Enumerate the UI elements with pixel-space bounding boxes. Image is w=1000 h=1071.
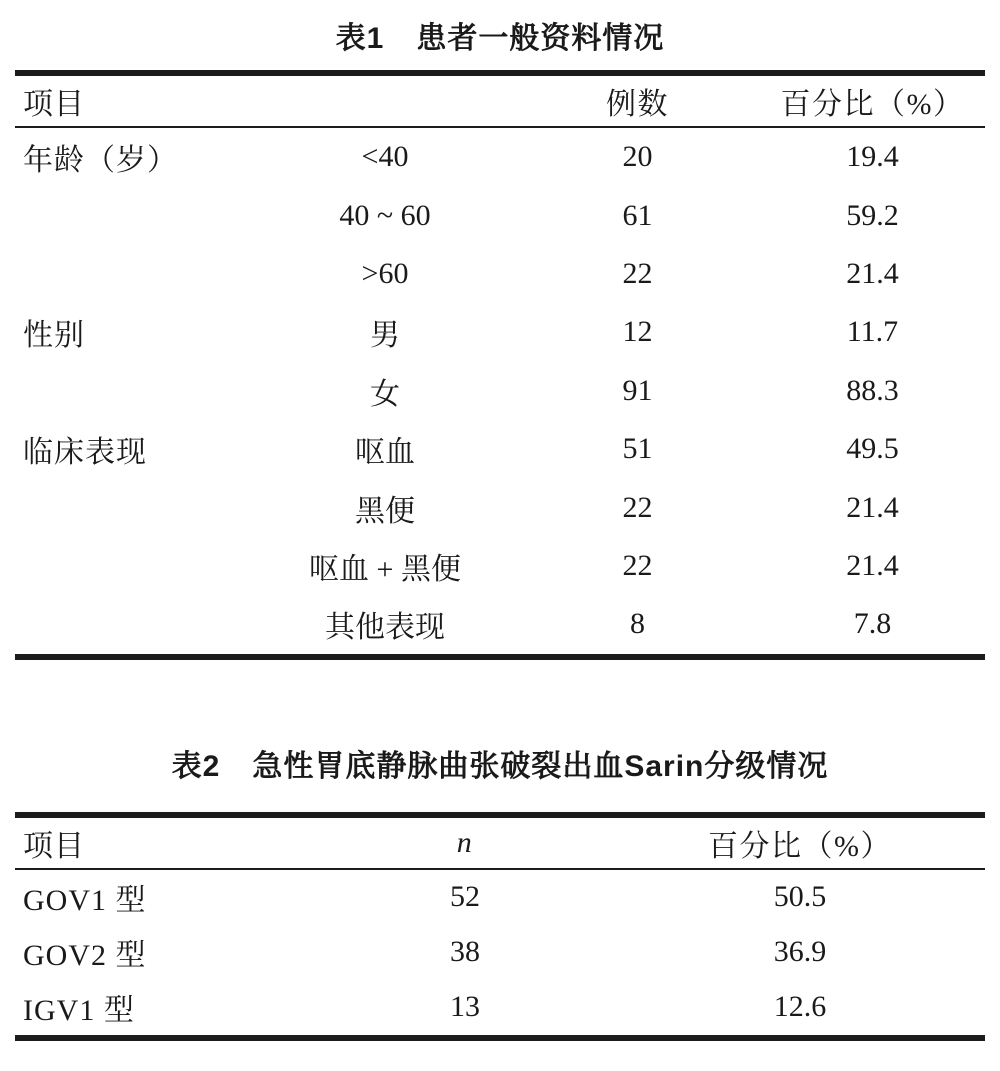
table-row xyxy=(15,537,985,595)
table-row xyxy=(15,245,985,303)
table-row xyxy=(15,128,985,186)
table1 xyxy=(15,70,985,660)
cases-cell: 51 xyxy=(622,432,653,466)
table1-header-item: 项目 xyxy=(23,88,85,121)
table-row xyxy=(15,595,985,653)
percent-cell: 88.3 xyxy=(846,373,899,407)
percent-cell: 19.4 xyxy=(846,140,899,174)
category-cell: 性别 xyxy=(23,319,85,353)
table-row xyxy=(15,980,985,1035)
table1-title-text: 患者一般资料情况 xyxy=(416,22,665,55)
table-row xyxy=(15,420,985,478)
percent-cell: 36.9 xyxy=(773,935,827,969)
cases-cell: 20 xyxy=(622,140,653,174)
percent-cell: 50.5 xyxy=(773,880,827,914)
percent-cell: 7.8 xyxy=(853,607,892,641)
table1-title-label: 表1 xyxy=(335,22,385,55)
table2-title-label: 表2 xyxy=(171,749,221,783)
percent-cell: 11.7 xyxy=(846,315,899,349)
table-row xyxy=(15,870,985,925)
cases-cell: 8 xyxy=(630,607,645,641)
n-cell: 38 xyxy=(450,935,480,969)
category-cell: GOV1 型 xyxy=(23,884,147,918)
category-cell: IGV1 型 xyxy=(23,994,135,1028)
table-row xyxy=(15,925,985,980)
table1-header-cases: 例数 xyxy=(606,88,669,121)
table2-header-item: 项目 xyxy=(23,829,85,863)
table1-header-row xyxy=(15,76,985,128)
table1-title xyxy=(15,0,985,70)
subitem-cell: 黑便 xyxy=(355,494,415,528)
subitem-cell: 呕血 xyxy=(355,436,415,470)
subitem-cell: >60 xyxy=(361,256,409,290)
subitem-cell: 女 xyxy=(370,377,400,411)
n-cell: 52 xyxy=(450,880,480,914)
subitem-cell: <40 xyxy=(361,140,409,174)
percent-cell: 21.4 xyxy=(846,490,899,524)
category-cell: 年龄（岁） xyxy=(23,144,178,178)
table-row xyxy=(15,478,985,536)
cases-cell: 91 xyxy=(622,373,653,407)
table-row xyxy=(15,186,985,244)
table2-title-text: 急性胃底静脉曲张破裂出血Sarin分级情况 xyxy=(252,749,829,783)
cases-cell: 22 xyxy=(622,490,653,524)
percent-cell: 12.6 xyxy=(773,990,827,1024)
table1-header-percent: 百分比（%） xyxy=(780,88,965,121)
category-cell: GOV2 型 xyxy=(23,939,147,973)
table-row xyxy=(15,362,985,420)
subitem-cell: 其他表现 xyxy=(325,611,445,645)
table2-header-n: n xyxy=(456,825,474,859)
percent-cell: 59.2 xyxy=(846,198,899,232)
n-cell: 13 xyxy=(450,990,480,1024)
subitem-cell: 呕血 + 黑便 xyxy=(309,552,461,586)
table-row xyxy=(15,303,985,361)
cases-cell: 22 xyxy=(622,548,653,582)
table2-header-percent: 百分比（%） xyxy=(708,829,892,863)
subitem-cell: 男 xyxy=(370,319,400,353)
cases-cell: 12 xyxy=(622,315,653,349)
cases-cell: 22 xyxy=(622,256,653,290)
percent-cell: 21.4 xyxy=(846,256,899,290)
subitem-cell: 40 ~ 60 xyxy=(339,198,431,232)
percent-cell: 21.4 xyxy=(846,548,899,582)
cases-cell: 61 xyxy=(622,198,653,232)
percent-cell: 49.5 xyxy=(846,432,899,466)
table2-header-row xyxy=(15,818,985,870)
category-cell: 临床表现 xyxy=(23,436,147,470)
table2-title xyxy=(15,740,985,786)
table2 xyxy=(15,812,985,1041)
